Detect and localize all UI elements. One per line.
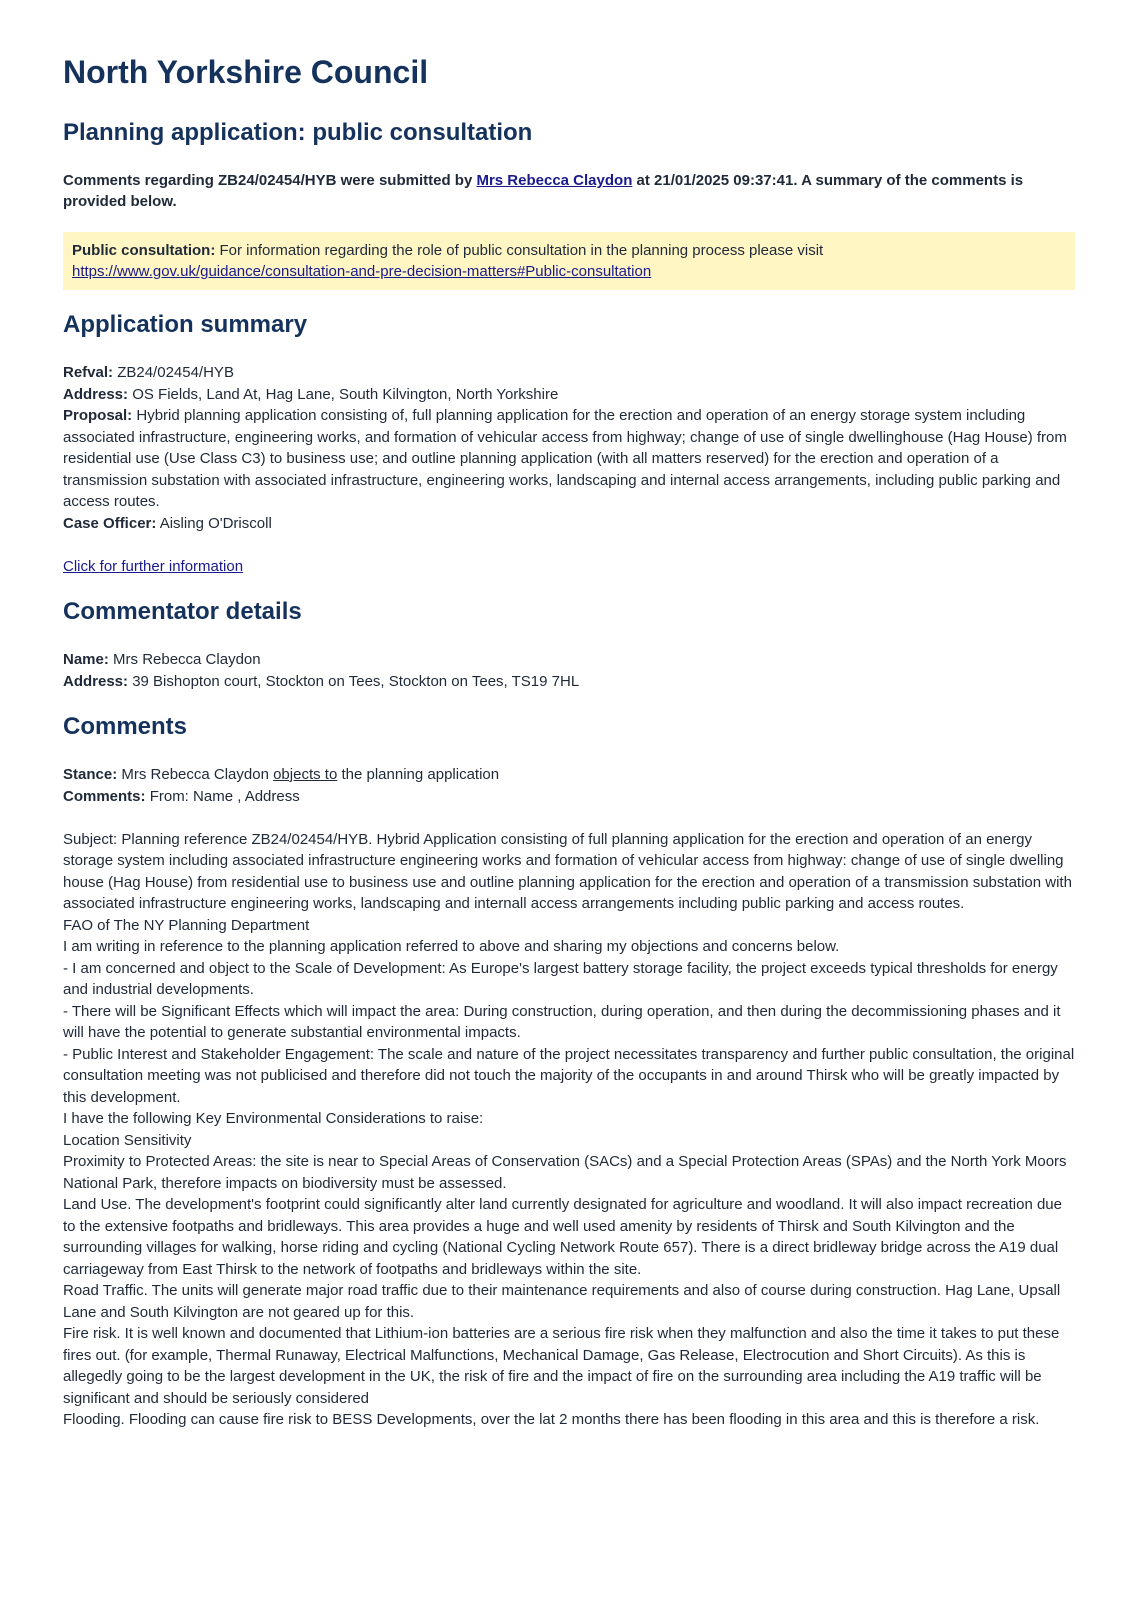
commentator-section — [63, 597, 1075, 692]
application-summary-section — [63, 310, 1075, 577]
comment-paragraph: I have the following Key Environmental Considerations to raise: — [63, 1110, 484, 1127]
notice-text: For information regarding the role of public consultation in the planning process please visit — [219, 242, 824, 259]
refval-label: Refval: — [63, 364, 114, 381]
comment-paragraph: Proximity to Protected Areas: the site is near to Special Areas of Conservation (SACs) and a Special Protection Areas (SPAs) and the North York Moors National Park, therefore impacts on biodiversity must be assessed. — [63, 1153, 1067, 1192]
case-officer-label: Case Officer: — [63, 514, 157, 532]
commentator-heading: Commentator details — [63, 598, 302, 625]
comment-paragraph: - I am concerned and object to the Scale of Development: As Europe's largest battery storage facility, the project exceeds typical thresholds for energy and industrial developments. — [63, 959, 1058, 998]
comment-paragraph: I am writing in reference to the planning application referred to above and sharing my objections and concerns below. — [63, 938, 840, 955]
consultation-guidance-link[interactable]: https://www.gov.uk/guidance/consultation-and-pre-decision-matters#Public-consultation — [72, 263, 652, 280]
intro-suffix: at 21/01/2025 09:37:41. A summary of the comments is provided below. — [63, 172, 1024, 210]
notice-label: Public consultation: — [72, 242, 216, 259]
stance-name: Mrs Rebecca Claydon — [121, 766, 269, 783]
comment-paragraph: Fire risk. It is well known and documented that Lithium-ion batteries are a serious fire risk when they malfunction and also the time it takes to put these fires out. (for example, Thermal Runaway, Electrical Malfunctions, Mechanical Damage, Gas Release, Electrocution and Short Circuits). As this is allegedly going to be the largest development in the UK, the risk of fire and the impact of fire on the surrounding area including the A19 traffic will be significant and should be seriously considered — [63, 1325, 1060, 1407]
comment-paragraph: - There will be Significant Effects which will impact the area: During construction, during operation, and then during the decommissioning phases and it will have the potential to generate substantial environmental impacts. — [63, 1002, 1061, 1041]
comment-paragraph: Road Traffic. The units will generate major road traffic due to their maintenance requirements and also of course during construction. Hag Lane, Upsall Lane and South Kilvington are not geared up for this. — [63, 1282, 1061, 1321]
case-officer-value: Aisling O'Driscoll — [159, 514, 272, 532]
stance-label: Stance: — [63, 766, 118, 783]
commentator-name-link[interactable]: Mrs Rebecca Claydon — [476, 172, 633, 189]
address-value: OS Fields, Land At, Hag Lane, South Kilvington, North Yorkshire — [132, 385, 559, 403]
stance-verb: objects to — [273, 766, 338, 783]
comments-label: Comments: — [63, 787, 146, 805]
intro-prefix: Comments regarding ZB24/02454/HYB were submitted by — [63, 172, 473, 189]
commentator-name-label: Name: — [63, 651, 109, 668]
application-details — [63, 362, 1075, 577]
public-consultation-notice — [63, 232, 1075, 290]
comments-heading: Comments — [63, 713, 188, 740]
comment-paragraph: Flooding. Flooding can cause fire risk to BESS Developments, over the lat 2 months there has been flooding in this area and this is therefore a risk. — [63, 1411, 1040, 1428]
comment-paragraph: Location Sensitivity — [63, 1131, 192, 1149]
comments-section — [63, 712, 1075, 1431]
commentator-name-value: Mrs Rebecca Claydon — [113, 651, 261, 668]
commentator-address-value: 39 Bishopton court, Stockton on Tees, Stockton on Tees, TS19 7HL — [132, 672, 580, 690]
submission-summary — [63, 170, 1075, 212]
commentator-details — [63, 649, 1075, 692]
comment-paragraph: FAO of The NY Planning Department — [63, 916, 310, 934]
commentator-address-label: Address: — [63, 672, 129, 690]
comment-paragraph: Subject: Planning reference ZB24/02454/HYB. Hybrid Application consisting of full planning application for the erection and operation of an energy storage system including associated infrastructure engineering works and formation of vehicular access from highway: change of use of single dwelling house (Hag House) from residential use to business use and outline planning application for the erection and operation of a transmission substation with associated infrastructure engineering works, landscaping and internall access arrangements including public parking and access routes. — [63, 830, 1072, 912]
proposal-label: Proposal: — [63, 407, 133, 424]
comments-body — [63, 764, 1075, 1431]
stance-suffix: the planning application — [341, 766, 500, 783]
page-subtitle: Planning application: public consultation — [63, 119, 533, 146]
council-title: North Yorkshire Council — [63, 54, 429, 90]
application-summary-heading: Application summary — [63, 311, 308, 338]
address-label: Address: — [63, 385, 129, 403]
further-information-link[interactable]: Click for further information — [63, 557, 244, 575]
comment-paragraph: Land Use. The development's footprint could significantly alter land currently designated for agriculture and woodland. It will also impact recreation due to the extensive footpaths and bridleways. This area provides a huge and well used amenity by residents of Thirsk and South Kilvington and the surrounding villages for walking, horse riding and cycling (National Cycling Network Route 657). There is a direct bridleway bridge across the A19 dual carriageway from East Thirsk to the network of footpaths and bridleways within the site. — [63, 1196, 1062, 1278]
comment-paragraph: - Public Interest and Stakeholder Engagement: The scale and nature of the project necessitates transparency and further public consultation, the original consultation meeting was not publicised and therefore did not touch the majority of the occupants in and around Thirsk who will be greatly impacted by this development. — [63, 1045, 1075, 1106]
document-page — [63, 52, 1075, 1431]
comments-from: From: Name , Address — [149, 787, 300, 805]
proposal-value: Hybrid planning application consisting of, full planning application for the erection and operation of an energy storage system including associated infrastructure, engineering works, and formation of vehicular access from highway; change of use of single dwellinghouse (Hag House) from residential use (Use Class C3) to business use; and outline planning application (with all matters reserved) for the erection and operation of a transmission substation with associated infrastructure, engineering works, landscaping and internal access arrangements, including public parking and access routes. — [63, 407, 1067, 510]
refval-value: ZB24/02454/HYB — [117, 364, 234, 381]
